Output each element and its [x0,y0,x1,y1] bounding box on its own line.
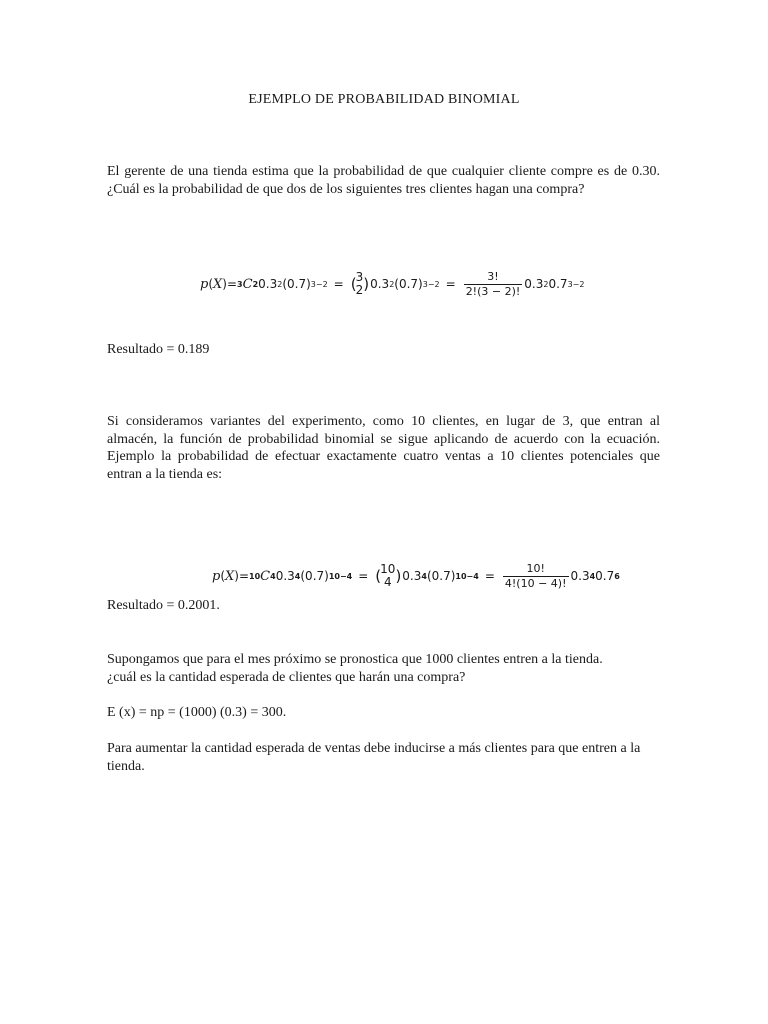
formula1-tail2: 0.7 [548,277,568,291]
formula2-frac-num: 10! [526,561,545,575]
formula1-exp-k-b: 2 [389,279,395,289]
formula1-c: C [242,276,253,292]
formula1-tail-exp-nk: 3−2 [567,279,585,289]
expected-value-equation: E (x) = np = (1000) (0.3) = 300. [107,705,287,720]
formula2-base1-b: 0.3 [402,569,422,583]
formula2-c: C [260,568,271,584]
formula2-exp-k: 4 [294,571,301,581]
formula1-x: X [213,276,223,292]
formula1-frac-den: 2!(3 − 2)! [465,284,521,298]
formula2-fraction [503,562,569,591]
formula2-binom-n: 10 [380,562,396,576]
problem-statement-3-line-2: ¿cuál es la cantidad esperada de clientes que harán una compra? [107,670,466,685]
formula1-base1-b: 0.3 [370,277,390,291]
document-title: EJEMPLO DE PROBABILIDAD BINOMIAL [248,92,520,107]
problem-statement-1: El gerente de una tienda estima que la probabilidad de que cualquier cliente compre es de 0.30. ¿Cuál es la probabilidad de que dos de los siguientes tres clientes hagan una compra? [107,164,660,197]
formula2-exp-nk-b: 10−4 [455,571,479,581]
result-1: Resultado = 0.189 [107,342,210,357]
formula1-frac-num: 3! [487,269,499,283]
formula1-base1: 0.3 [258,277,278,291]
conclusion: Para aumentar la cantidad esperada de ventas debe inducirse a más clientes para que entren a la tienda. [107,741,641,774]
formula2-base2-b: (0.7) [426,569,456,583]
formula2-k-sub: 4 [270,571,276,581]
formula2-frac-den: 4!(10 − 4)! [504,576,567,590]
formula2-tail1: 0.3 [570,569,590,583]
problem-statement-2: Si consideramos variantes del experimento, como 10 clientes, en lugar de 3, que entran al almacén, la función de probabilidad binomial se sigue aplicando de acuerdo con la ecuación. Ejemplo la probabilidad de efectuar exactamente cuatro ventas a 10 clientes potenciales que entran a la tienda es: [107,414,660,482]
formula2-n-sub: 10 [249,571,261,581]
formula2-base2: (0.7) [300,569,329,583]
formula2-tail-exp-nk: 6 [614,571,620,581]
binomial-formula-1: p ( X )= 3 C 2 0.3 2 (0.7) 3−2 = ( 3 2 ) 0.3 2 (0.7) 3−2 = $\frac{3!}{2!(3 - 2)!}$ 0.3 2 0.7 3−2 [200,269,585,298]
formula2-x: X [225,568,235,584]
formula2-exp-nk: 10−4 [328,571,353,581]
formula1-binom-n: 3 [355,270,364,284]
formula1-fraction [464,270,523,299]
formula2-exp-k-b: 4 [421,571,427,581]
formula1-base2: (0.7) [282,277,311,291]
formula1-tail1: 0.3 [524,277,544,291]
formula1-binom-k: 2 [355,283,364,297]
formula2-base1: 0.3 [275,569,295,583]
formula2-tail-exp-k: 4 [589,571,596,581]
formula1-exp-nk: 3−2 [310,279,328,289]
formula1-k-sub: 2 [252,279,259,289]
binomial-formula-2: p ( X )= 10 C 4 0.3 4 (0.7) 10−4 = ( 10 4 ) 0.3 4 (0.7) 10−4 = $\frac{10!}{4!(10 - 4)!}$ 0.3 4 0.7 6 [212,561,620,590]
formula2-tail2: 0.7 [595,569,615,583]
formula1-binomial-coefficient: ( 3 2 ) [350,270,370,297]
formula1-base2-b: (0.7) [394,277,423,291]
formula1-tail-exp-k: 2 [543,279,549,289]
formula2-p: p [212,568,221,584]
formula1-exp-k: 2 [277,279,283,289]
formula2-binom-k: 4 [383,575,392,589]
formula2-binomial-coefficient: ( 10 4 ) [375,562,402,589]
formula1-n-sub: 3 [237,279,243,289]
problem-statement-3-line-1: Supongamos que para el mes próximo se pronostica que 1000 clientes entren a la tienda. [107,652,603,667]
formula1-p: p [200,276,209,292]
formula1-exp-nk-b: 3−2 [422,279,440,289]
result-2: Resultado = 0.2001. [107,598,220,613]
